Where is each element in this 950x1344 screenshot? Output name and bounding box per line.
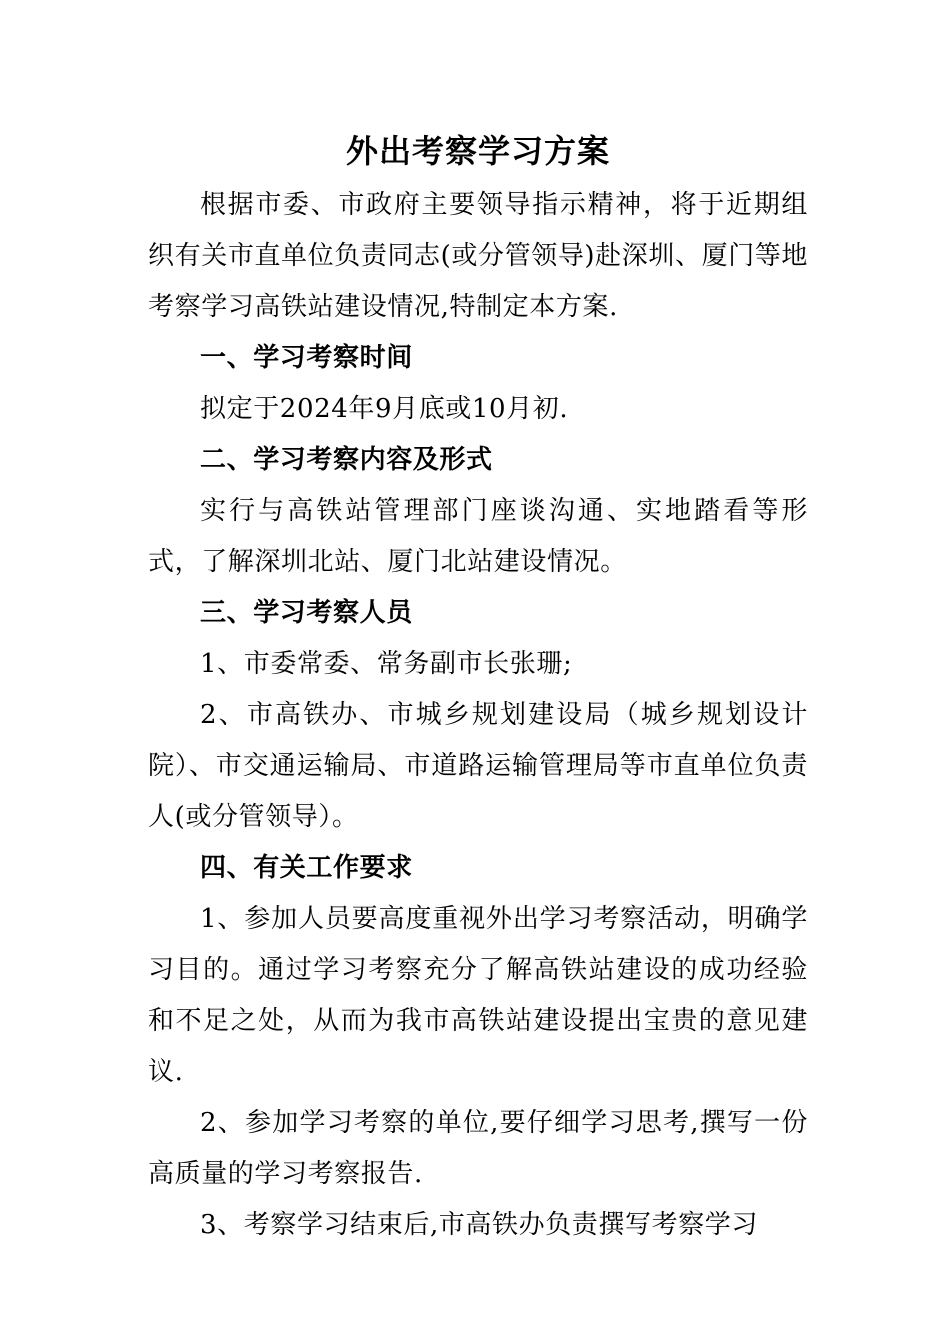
section-heading-personnel: 三、学习考察人员 — [200, 598, 413, 628]
section-heading-content: 二、学习考察内容及形式 — [200, 445, 493, 475]
requirement-item-1: 1、参加人员要高度重视外出学习考察活动，明确学习目的。通过学习考察充分了解高铁站建设的成功经验和不足之处，从而为我市高铁站建设提出宝贵的意见建议. — [148, 904, 808, 1087]
section-time-paragraph: 拟定于2024年9月底或10月初. — [200, 394, 569, 424]
intro-paragraph: 根据市委、市政府主要领导指示精神，将于近期组织有关市直单位负责同志(或分管领导)赴深圳、厦门等地考察学习高铁站建设情况,特制定本方案. — [148, 190, 808, 322]
document-body — [148, 126, 808, 1251]
requirement-item-3: 3、考察学习结束后,市高铁办负责撰写考察学习 — [200, 1210, 759, 1240]
document-title: 外出考察学习方案 — [345, 132, 610, 170]
section-content-paragraph: 实行与高铁站管理部门座谈沟通、实地踏看等形式，了解深圳北站、厦门北站建设情况。 — [148, 496, 808, 577]
section-heading-requirements: 四、有关工作要求 — [200, 853, 413, 883]
requirement-item-2: 2、参加学习考察的单位,要仔细学习思考,撰写一份高质量的学习考察报告. — [148, 1108, 808, 1189]
personnel-item-2: 2、市高铁办、市城乡规划建设局（城乡规划设计院）、市交通运输局、市道路运输管理局等市直单位负责人(或分管领导）。 — [148, 700, 808, 832]
personnel-item-1: 1、市委常委、常务副市长张珊; — [200, 649, 573, 679]
section-heading-time: 一、学习考察时间 — [200, 343, 413, 373]
